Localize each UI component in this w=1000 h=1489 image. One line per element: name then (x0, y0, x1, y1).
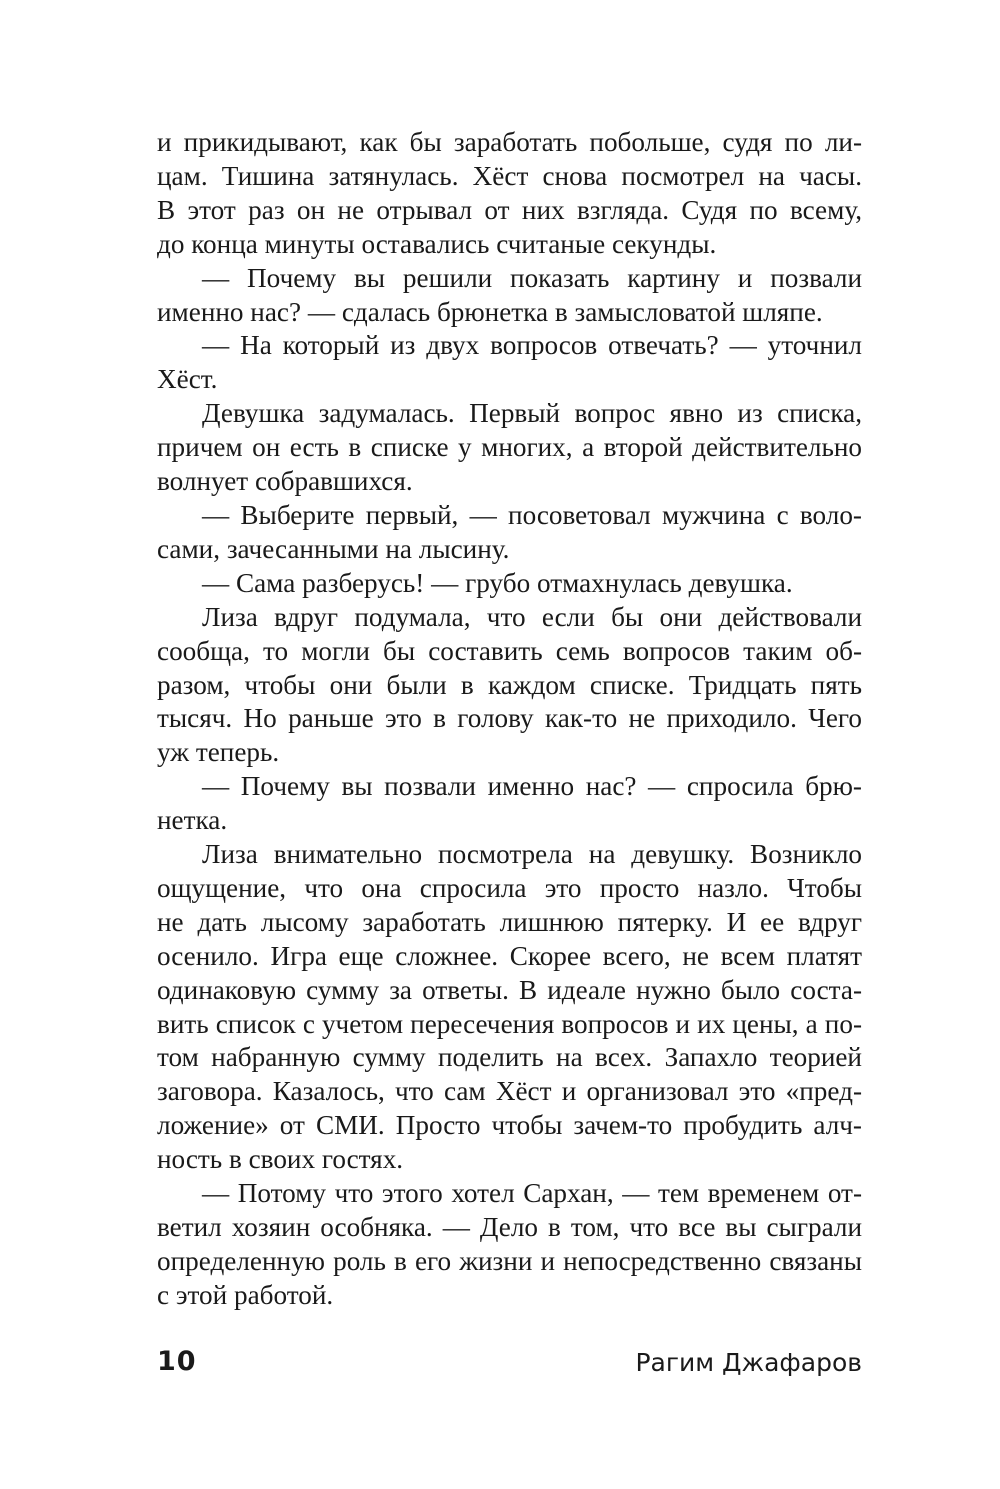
page-footer (157, 1346, 862, 1386)
paragraph (157, 397, 862, 499)
text-line: вить список с учетом пересечения вопросов и их цены, а по- (157, 1008, 862, 1039)
text-line: заговора. Казалось, что сам Хёст и организовал это «пред- (157, 1076, 862, 1107)
text-line: — Потому что этого хотел Сархан, — тем временем от- (202, 1178, 862, 1209)
text-line: сами, зачесанными на лысину. (157, 533, 510, 564)
paragraph (157, 601, 862, 771)
text-line: том набранную сумму поделить на всех. Запахло теорией (157, 1042, 862, 1073)
paragraph (157, 770, 862, 838)
text-line: Лиза внимательно посмотрела на девушку. Возникло (202, 839, 862, 870)
text-line: тысяч. Но раньше это в голову как-то не приходило. Чего (157, 703, 862, 734)
text-line: — Сама разберусь! — грубо отмахнулась девушка. (202, 567, 793, 598)
paragraph (157, 838, 862, 1177)
text-line: одинаковую сумму за ответы. В идеале нужно было соста- (157, 974, 862, 1005)
text-line: и прикидывают, как бы заработать побольше, судя по ли- (157, 127, 862, 157)
text-line: Хёст. (157, 364, 218, 395)
page-number: 10 (157, 1346, 197, 1377)
text-line: сообща, то могли бы составить семь вопросов таким об- (157, 635, 862, 666)
paragraph (157, 499, 862, 567)
text-line: осенило. Игра еще сложнее. Скорее всего, не всем платят (157, 940, 862, 971)
paragraph (157, 1177, 862, 1313)
text-line: причем он есть в списке у многих, а второй действительно (157, 432, 862, 463)
text-line: нетка. (157, 805, 228, 836)
paragraph (157, 567, 862, 601)
text-line: до конца минуты оставались считаные секунды. (157, 228, 717, 259)
text-line: определенную роль в его жизни и непосредственно связаны (157, 1245, 862, 1276)
text-line: волнует собравшихся. (157, 466, 413, 497)
text-line: с этой работой. (157, 1279, 334, 1310)
text-line: именно нас? — сдалась брюнетка в замысловатой шляпе. (157, 296, 823, 327)
text-line: — Выберите первый, — посоветовал мужчина с воло- (202, 499, 862, 530)
text-line: ветил хозяин особняка. — Дело в том, что все вы сыграли (157, 1212, 862, 1242)
text-line: ложение» от СМИ. Просто чтобы зачем-то пробудить алч- (157, 1110, 862, 1141)
text-line: цам. Тишина затянулась. Хёст снова посмотрел на часы. (157, 160, 862, 191)
text-line: разом, чтобы они были в каждом списке. Тридцать пять (157, 669, 862, 700)
text-line: не дать лысому заработать лишнюю пятерку. И ее вдруг (157, 906, 862, 937)
text-line: Девушка задумалась. Первый вопрос явно из списка, (202, 398, 862, 429)
paragraph (157, 262, 862, 330)
body-text (157, 126, 862, 1313)
text-line: — Почему вы позвали именно нас? — спросила брю- (202, 771, 862, 802)
text-line: уж теперь. (157, 737, 280, 768)
paragraph (157, 126, 862, 262)
text-line: ность в своих гостях. (157, 1144, 404, 1175)
paragraph (157, 329, 862, 397)
author-name: Рагим Джафаров (635, 1348, 862, 1377)
text-line: — На который из двух вопросов отвечать? — уточнил (202, 330, 862, 361)
text-line: В этот раз он не отрывал от них взгляда. Судя по всему, (157, 194, 862, 225)
text-line: — Почему вы решили показать картину и позвали (202, 262, 862, 293)
text-line: Лиза вдруг подумала, что если бы они действовали (202, 601, 862, 632)
text-line: ощущение, что она спросила это просто назло. Чтобы (157, 872, 862, 903)
